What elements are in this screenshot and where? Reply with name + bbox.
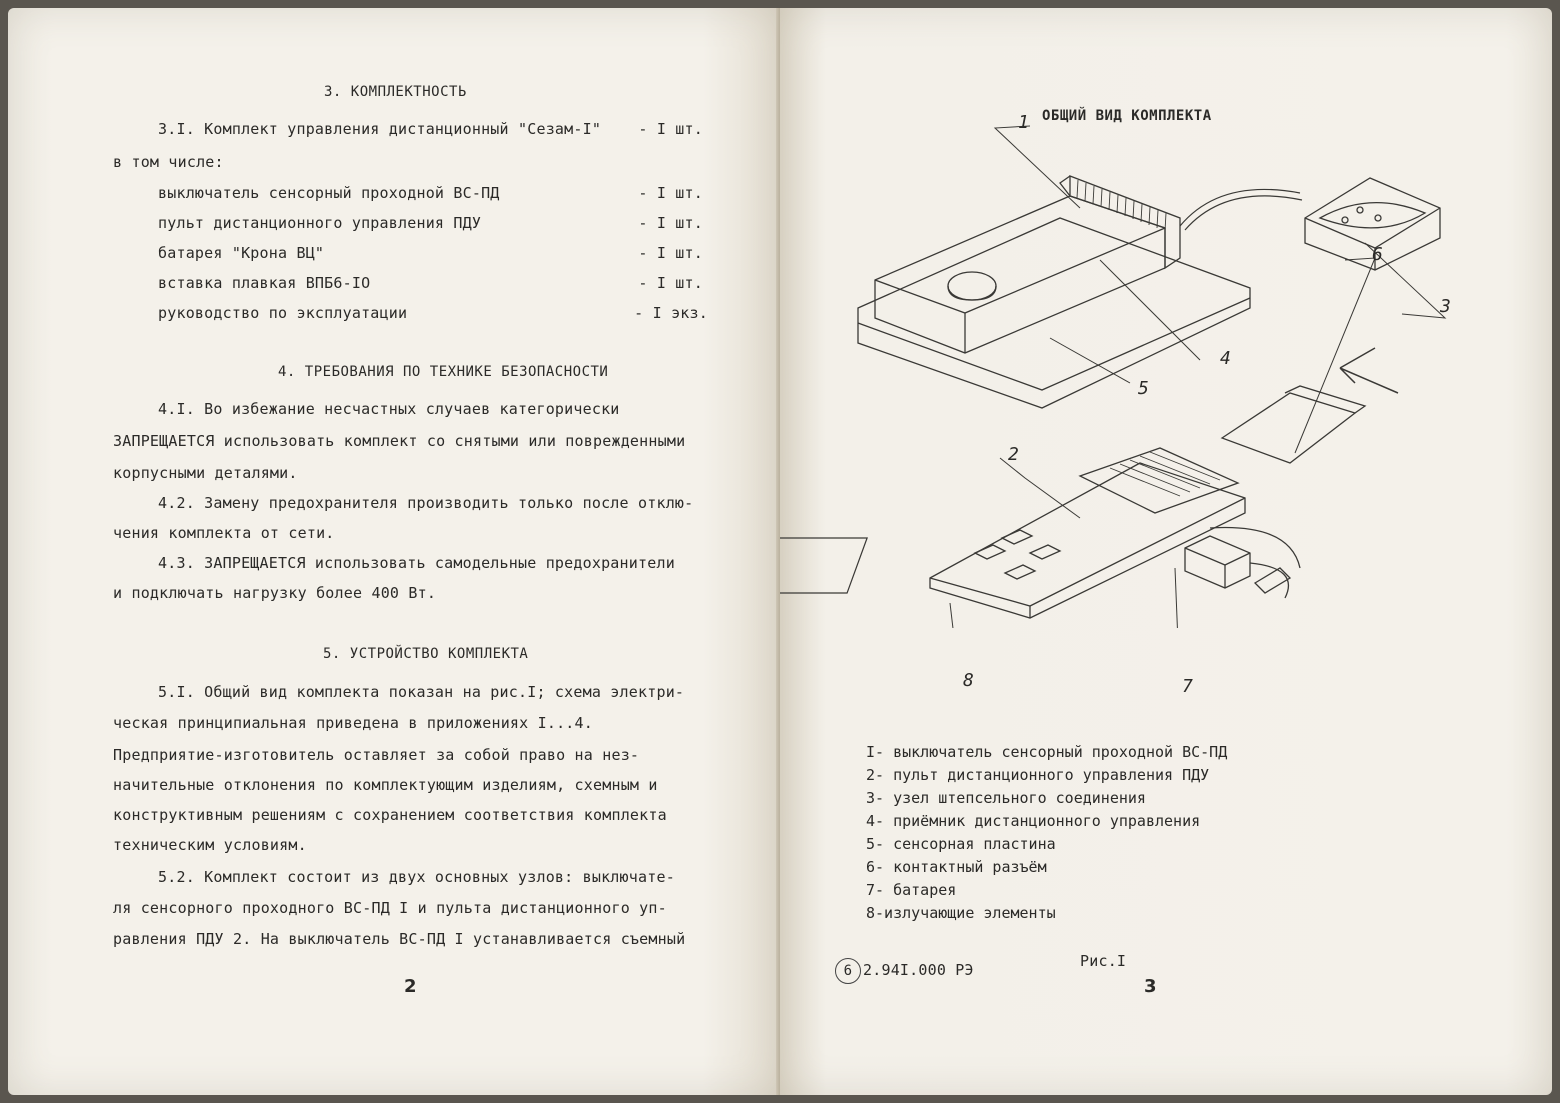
text-line: ЗАПРЕЩАЕТСЯ использовать комплект со снятыми или поврежденными (113, 432, 686, 450)
legend-item: 4- приёмник дистанционного управления (866, 812, 1201, 830)
section-5-title: 5. УСТРОЙСТВО КОМПЛЕКТА (323, 646, 529, 662)
text-line: техническим условиям. (113, 836, 307, 854)
right-page (780, 8, 1552, 1095)
kit-general-view-drawing (780, 8, 1552, 628)
item-name: выключатель сенсорный проходной ВС-ПД (158, 184, 500, 202)
callout-3: 3 (1440, 296, 1452, 317)
section-3-1 (158, 120, 703, 138)
doc-code-text: 2.94I.000 РЭ (863, 961, 974, 979)
item-name: руководство по эксплуатации (158, 304, 408, 322)
legend-item: 6- контактный разъём (866, 858, 1047, 876)
battery-drawing (1185, 536, 1250, 588)
text-line: 4.I. Во избежание несчастных случаев категорически (158, 400, 620, 418)
section-3-1-qty: - I шт. (638, 120, 703, 138)
callout-4: 4 (1220, 348, 1232, 369)
text-line: начительные отклонения по комплектующим изделиям, схемным и (113, 776, 658, 794)
switch-unit-drawing (858, 176, 1250, 408)
list-item (158, 184, 703, 202)
list-item (158, 304, 708, 322)
section-4-title: 4. ТРЕБОВАНИЯ ПО ТЕХНИКЕ БЕЗОПАСНОСТИ (278, 364, 609, 380)
sheet-number: 6 (835, 958, 861, 984)
figure-caption: Рис.I (1080, 952, 1127, 970)
text-line: Предприятие-изготовитель оставляет за собой право на нез- (113, 746, 640, 764)
text-line: чения комплекта от сети. (113, 524, 335, 542)
text-line: ческая принципиальная приведена в приложениях I...4. (113, 714, 593, 732)
page-number: 2 (404, 976, 417, 997)
item-qty: - I шт. (638, 274, 703, 292)
callout-1: 1 (1018, 112, 1030, 133)
page-number: 3 (1144, 976, 1157, 997)
legend-item: 5- сенсорная пластина (866, 835, 1056, 853)
legend-item: 3- узел штепсельного соединения (866, 789, 1146, 807)
callout-7: 7 (1182, 676, 1194, 697)
text-line: 5.2. Комплект состоит из двух основных узлов: выключате- (158, 868, 675, 886)
callout-2: 2 (1008, 444, 1020, 465)
item-qty: - I шт. (638, 184, 703, 202)
included-label: в том числе: (113, 153, 224, 171)
item-qty: - I шт. (638, 214, 703, 232)
text-line: 5.I. Общий вид комплекта показан на рис.I; схема электри- (158, 683, 685, 701)
item-name: пульт дистанционного управления ПДУ (158, 214, 482, 232)
text-line: 4.3. ЗАПРЕЩАЕТСЯ использовать самодельные предохранители (158, 554, 675, 572)
text-line: корпусными деталями. (113, 464, 298, 482)
section-3-title: 3. КОМПЛЕКТНОСТЬ (324, 84, 467, 100)
item-name: батарея "Крона ВЦ" (158, 244, 325, 262)
remote-control-drawing (780, 448, 1245, 618)
text-line: конструктивным решениям с сохранением соответствия комплекта (113, 806, 667, 824)
text-line: равления ПДУ 2. На выключатель ВС-ПД I устанавливается съемный (113, 930, 686, 948)
legend-item: 8-излучающие элементы (866, 904, 1056, 922)
text-line: и подключать нагрузку более 400 Вт. (113, 584, 437, 602)
callout-6: 6 (1372, 244, 1384, 265)
legend-item: I- выключатель сенсорный проходной ВС-ПД (866, 743, 1228, 761)
list-item (158, 214, 703, 232)
text-line: ля сенсорного проходного ВС-ПД I и пульта дистанционного уп- (113, 899, 667, 917)
figure-title: ОБЩИЙ ВИД КОМПЛЕКТА (1042, 108, 1212, 124)
item-name: вставка плавкая ВПБ6-IO (158, 274, 371, 292)
legend-item: 2- пульт дистанционного управления ПДУ (866, 766, 1210, 784)
legend-item: 7- батарея (866, 881, 957, 899)
callout-8: 8 (963, 670, 975, 691)
list-item (158, 244, 703, 262)
callout-5: 5 (1138, 378, 1150, 399)
text-line: 4.2. Замену предохранителя производить только после отклю- (158, 494, 694, 512)
item-qty: - I экз. (634, 304, 708, 322)
item-qty: - I шт. (638, 244, 703, 262)
list-item (158, 274, 703, 292)
left-page (8, 8, 780, 1095)
section-3-1-text: 3.I. Комплект управления дистанционный "Сезам-I" (158, 120, 602, 138)
document-code (835, 958, 974, 984)
